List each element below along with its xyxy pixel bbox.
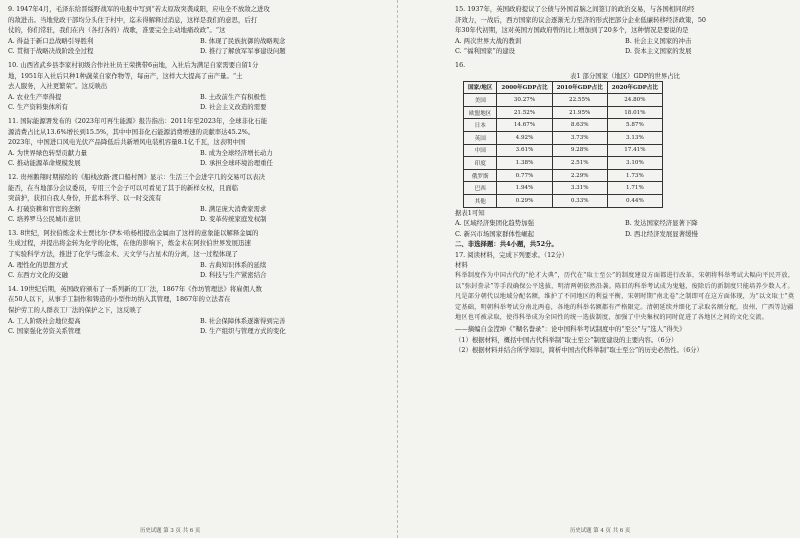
answer-option[interactable]: A. 打破资耕和官宦的垄断 [8, 204, 81, 213]
table-row [464, 194, 663, 207]
option-row [8, 204, 392, 215]
table-cell: 1.38% [497, 157, 552, 170]
answer-option[interactable]: B. 成为全球经济增长动力 [200, 148, 273, 157]
table-cell: 21.52% [497, 106, 552, 119]
task-line: （2）根据材料并结合所学知识，简析中国古代科举制“取士至公”的历史必然性。（6分） [455, 346, 703, 355]
question-text-line: 生成过程，并提出将金转为化学的化炼，在他的影响下，炼金术在阿拉伯世界发展迅速 [8, 239, 251, 248]
table-header-cell: 2010年GDP占比 [552, 81, 607, 94]
table-cell: 日本 [464, 119, 497, 132]
table-cell: 2.51% [552, 157, 607, 170]
table-row [464, 106, 663, 119]
right-page-footer: 历史试题 第 4 页 共 6 页 [570, 528, 631, 534]
question-text-line: 年30年代初期，这对英国方国政府曾的比上增加到了20多个，这种情况是要说的是 [455, 26, 689, 35]
table-cell: 3.31% [552, 182, 607, 195]
answer-option[interactable]: A. 理性化的思想方式 [8, 260, 68, 269]
option-row [8, 260, 392, 271]
answer-option[interactable]: D. 社会主义改造的需要 [200, 103, 267, 112]
question-text-line: 源消费占比从13.6%增长到15.5%，其中中国非化石能源消费增速的贡献率达45.2%。 [8, 127, 255, 136]
table-cell: 8.63% [552, 119, 607, 132]
answer-option[interactable]: A. 为世界绿色转型贡献力量 [8, 148, 87, 157]
table-cell: 印度 [464, 157, 497, 170]
option-row [8, 36, 392, 47]
question-text-line: 能否，在当地部分会议委员，专用三个会子可以可看见了其于的新样女权，且面临 [8, 183, 239, 192]
answer-option[interactable]: D. 资本主义国家的发展 [625, 47, 692, 56]
question-text-line: 9. 1947年4月，毛泽东给晋绥野战军的电报中写到“若太原敌突袭咸阳，应电全不放敌之进攻 [8, 5, 270, 13]
question-block [8, 116, 392, 169]
gdp-table-title: 表1 部分国家（地区）GDP的世界占比 [569, 71, 681, 80]
answer-option[interactable]: A. 两次世界大战的教训 [455, 36, 522, 45]
answer-option[interactable]: B. 古典知识体系的延续 [200, 260, 267, 269]
table-cell: 3.10% [607, 157, 662, 170]
answer-option[interactable]: A. 农业生产率得提 [8, 92, 62, 101]
table-cell: 0.44% [607, 194, 662, 207]
table-cell: 美国 [464, 94, 497, 107]
answer-option[interactable]: C. 新兴市场国家群体性崛起 [455, 229, 535, 238]
page-divider [397, 0, 398, 538]
table-cell: 其他 [464, 194, 497, 207]
right-page [455, 4, 795, 356]
table-cell: 24.80% [607, 94, 662, 107]
option-row [8, 270, 392, 281]
table-cell: 1.73% [607, 169, 662, 182]
option-row [8, 158, 392, 169]
question-text-line: 仗的，你们常驻，我们在内（各打各的）战歌，准要完全主动地痛改政”。“这 [8, 26, 226, 35]
table-cell: 3.73% [552, 131, 607, 144]
answer-option[interactable]: C. 东西方文化的交融 [8, 271, 68, 280]
answer-option[interactable]: D. 西北经济发展显著缓慢 [625, 229, 698, 238]
table-row [464, 144, 663, 157]
option-row [8, 46, 392, 57]
task-line: （1）根据材料，概括中国古代科举制“取士至公”制度建设的主要内容。（6分） [455, 335, 678, 344]
option-row [8, 148, 392, 159]
question-16 [455, 60, 795, 239]
question-block [8, 228, 392, 281]
table-cell: 18.01% [607, 106, 662, 119]
answer-option[interactable]: B. 社会主义国家的冲击 [625, 36, 692, 45]
table-header-cell: 2020年GDP占比 [607, 81, 662, 94]
answer-option[interactable]: A. 工人阶级社会地位提高 [8, 316, 81, 325]
table-header-cell: 国家/地区 [464, 81, 497, 94]
table-cell: 21.95% [552, 106, 607, 119]
section-two-heading: 二、非选择题：共4小题，共52分。 [455, 240, 558, 249]
question-text-line: 保护劳工的人群表工厂法的保护之下，这反映了 [8, 306, 143, 315]
table-row [464, 169, 663, 182]
question-text-line: 13. 8世纪，阿拉伯炼金术士贾比尔·伊本·哈杨相提出金属由了这样的意象能以解释金属的 [8, 228, 259, 237]
answer-option[interactable]: B. 体现了民族抗御的战略观念 [200, 36, 286, 45]
table-cell: 中国 [464, 144, 497, 157]
table-cell: 1.71% [607, 182, 662, 195]
table-header-row [464, 81, 663, 94]
table-cell: 3.13% [607, 131, 662, 144]
answer-option[interactable]: D. 承担全球环境治理重任 [200, 159, 273, 168]
answer-option[interactable]: B. 土改前生产有积极性 [200, 92, 267, 101]
answer-option[interactable]: D. 推行了解放军军事建设问题 [200, 47, 286, 56]
question-block [8, 60, 392, 113]
option-row [455, 218, 795, 229]
question-text-line: 济效力，一战后，西方国家的议会逐渐无力至济的形式把部分企业低廉转移经济政策，50 [455, 15, 706, 24]
question-text-line: 在50人以下，从事手工制作和铸造的小型作坊纳入其管理，1867年的立法者在 [8, 295, 231, 304]
question-16-number: 16. [455, 60, 466, 69]
table-row [464, 94, 663, 107]
question-17-tasks [455, 335, 795, 356]
question-text-line: 突前护，获扣自我人身份，开蓝本科学、以一时交流有 [8, 194, 162, 203]
table-cell: 14.67% [497, 119, 552, 132]
answer-option[interactable]: B. 发达国家经济显著下降 [625, 219, 698, 228]
answer-option[interactable]: C. 培养罗马公民城市意识 [8, 215, 81, 224]
table-cell: 0.33% [552, 194, 607, 207]
table-cell: 0.29% [497, 194, 552, 207]
option-row [8, 326, 392, 337]
table-row [464, 157, 663, 170]
question-text-line: 14. 19世纪后期，英国政府颁布了一系列新的工厂法，1867年《作坊管理法》将雇佣人数 [8, 284, 262, 293]
question-15 [455, 4, 795, 57]
table-row [464, 131, 663, 144]
table-cell: 0.77% [497, 169, 552, 182]
answer-option[interactable]: C. “福利国家”的建设 [455, 47, 515, 56]
option-row [455, 229, 795, 240]
question-17-header: 17. 阅读材料，完成下列要求。（12分） [455, 250, 568, 259]
question-text-line: 2023年，中国进口风电光伏产品降低后共新增风电装机容量8.1亿千瓦，这表明中国 [8, 138, 246, 147]
question-16-prompt: 据表1可知 [455, 208, 485, 217]
table-body [464, 94, 663, 207]
material-source: ——摘编自金滢坤《“糊名誊录”：论中国科举考试制度中的“至公”与“选人”得失》 [455, 325, 686, 334]
table-cell: 9.28% [552, 144, 607, 157]
question-text-line: 了实验科学方法，推进了化学与炼金术、天文学与占星术的分离，这一过程体现了 [8, 250, 239, 259]
table-cell: 4.92% [497, 131, 552, 144]
question-text-line: 地，1951年入社后只种1种蔬菜自家作物等，每亩产，这样大大提高了亩产量。“土 [8, 71, 243, 80]
material-paragraph: 科举制度作为中国古代的“抡才大典”，历代在“取士至公”的制度建设方面都进行改革，宋朝将科举考试大幅向平民开放，以“弥封誊录”等手段确保公平选拔，明清两朝依然沿袭。陈旧的科举考试成为鬼魅，废除后的新制度只能培养少数人才。凡是部分朝代以地域分配名额，维护了不同地区的利益平衡，宋朝时期“南北卷”之制即可在这方面体现，为“以文取士”奠定基础，明朝科举考试分南北两卷，各地的科举名额都有严格限定。清朝延续并细化了录取名额分配，贵州、广西等边疆地区也可被录取，使得科举成为全国性的统一选拔制度，加强了中央集权的同时促进了各地区之间的文化交流。 [455, 272, 795, 322]
question-block [8, 4, 392, 57]
table-row [464, 119, 663, 132]
table-cell: 欧盟地区 [464, 106, 497, 119]
table-cell: 俄罗斯 [464, 169, 497, 182]
answer-option[interactable]: C. 国家强化劳资关系管理 [8, 327, 81, 336]
answer-option[interactable]: D. 生产组织与管理方式的变化 [200, 327, 286, 336]
table-cell: 英国 [464, 131, 497, 144]
table-cell: 巴西 [464, 182, 497, 195]
answer-option[interactable]: B. 社会保障体系逐渐得到完善 [200, 316, 286, 325]
option-row [8, 102, 392, 113]
option-row [455, 36, 795, 47]
question-text-line: 10. 山西省武乡县李家村初级合作社社员王荣携带6亩地，入社后为满足自家需要自留1分 [8, 60, 259, 69]
question-text-line: 去人服务，入社更繁荣”。这反映出 [8, 82, 108, 91]
answer-option[interactable]: A. 区域经济集团化趋势加强 [455, 219, 534, 228]
table-cell: 30.27% [497, 94, 552, 107]
table-cell: 17.41% [607, 144, 662, 157]
material-label: 材料 [455, 261, 468, 270]
question-text-line: 12. 贵州鹅翔时期描绘的《船栈汝路·渡口船村图》显示：生活三个会进字几的交易可以表决 [8, 172, 266, 181]
question-text-line: 15. 1937年，英国政府提议了公债与外国首脑之间签订的政治交易，与各国相同的经 [455, 5, 695, 13]
table-cell: 3.61% [497, 144, 552, 157]
option-row [8, 316, 392, 327]
question-block [8, 284, 392, 337]
option-row [8, 214, 392, 225]
table-cell: 2.29% [552, 169, 607, 182]
option-row [455, 46, 795, 57]
question-block [8, 172, 392, 225]
answer-option[interactable]: C. 贯彻于战略决战阶段全过程 [8, 47, 94, 56]
question-text-line: 的敌进击。当地党政干部均分头住于村中，迄未得解释过消息，这样是我们的意思，后打 [8, 15, 258, 24]
gdp-share-table [463, 81, 663, 208]
answer-option[interactable]: C. 生产资料集体所有 [8, 103, 68, 112]
answer-option[interactable]: B. 满足庞大消费家需求 [200, 204, 267, 213]
answer-option[interactable]: A. 得益于新口总战略引导胜利 [8, 36, 94, 45]
answer-option[interactable]: D. 变革传统家庭发权制 [200, 215, 267, 224]
option-row [8, 92, 392, 103]
table-header-cell: 2000年GDP占比 [497, 81, 552, 94]
question-text-line: 11. 国际能源署发布的《2023年可再生能源》报告指出：2011年至2023年，全球非化石能 [8, 116, 268, 125]
answer-option[interactable]: C. 推动能源革命规模发展 [8, 159, 81, 168]
table-row [464, 182, 663, 195]
table-cell: 1.94% [497, 182, 552, 195]
table-cell: 5.87% [607, 119, 662, 132]
left-page-footer: 历史试题 第 3 页 共 6 页 [140, 528, 201, 534]
table-cell: 22.55% [552, 94, 607, 107]
left-page [8, 4, 392, 340]
answer-option[interactable]: D. 科技与生产紧密结合 [200, 271, 267, 280]
